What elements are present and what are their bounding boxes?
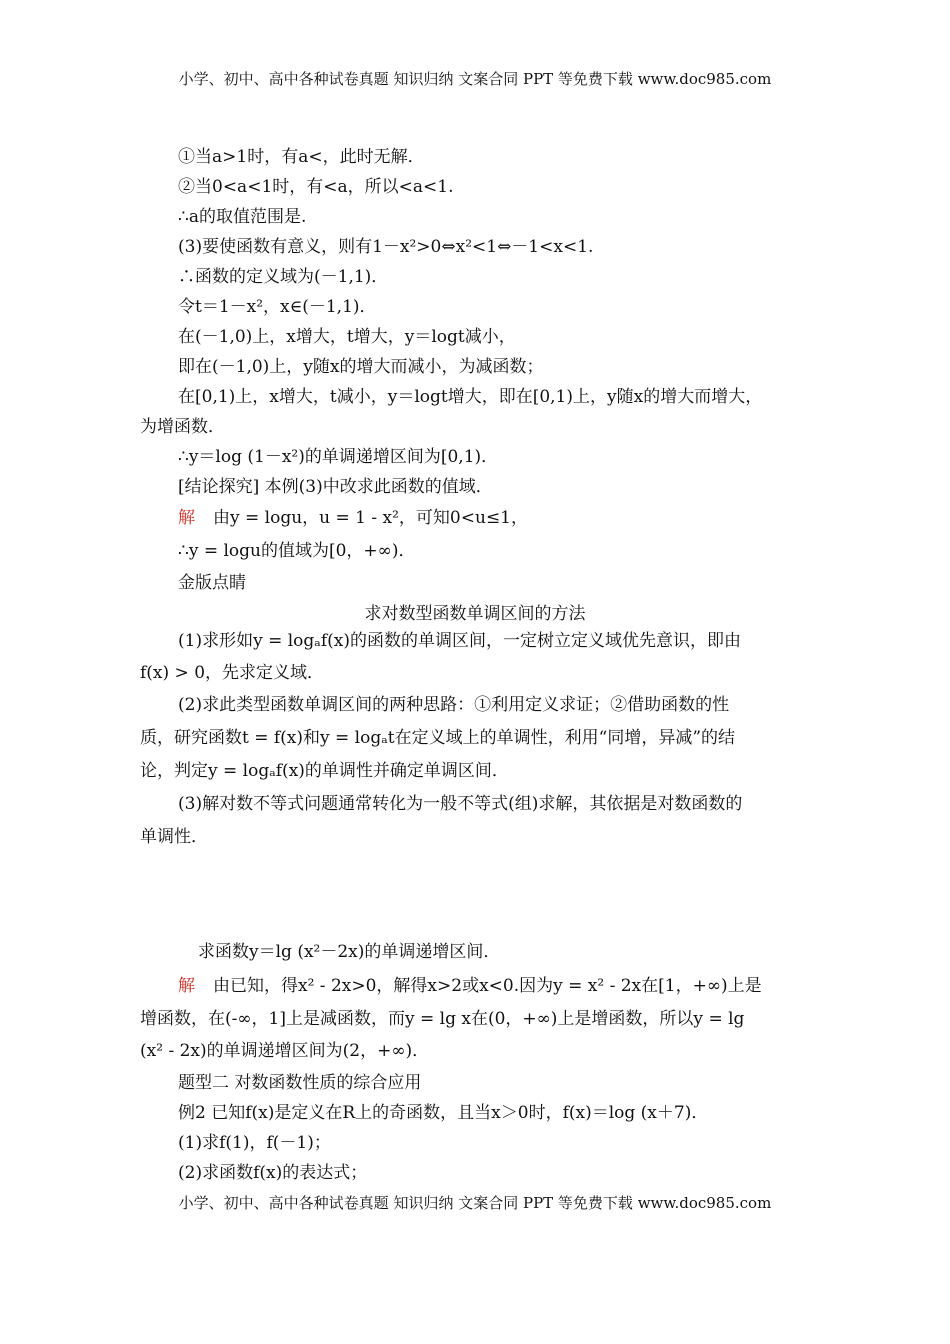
text-line: (2)求函数f(x)的表达式； <box>178 1163 368 1183</box>
text-line: (3)解对数不等式问题通常转化为一般不等式(组)求解，其依据是对数函数的 <box>178 794 743 814</box>
text-line: (1)求f(1)，f(－1)； <box>178 1133 331 1153</box>
text-line: 为增函数． <box>140 417 225 437</box>
text-line: f(x) > 0，先求定义域． <box>140 663 325 683</box>
solution-text: 由y = logu，u = 1 - x²，可知0<u≤1， <box>213 508 528 528</box>
exercise-line: 求函数y＝lg (x²－2x)的单调递增区间． <box>198 942 501 962</box>
page-header: 小学、初中、高中各种试卷真题 知识归纳 文案合同 PPT 等免费下载 www.doc985.com <box>178 70 772 88</box>
text-line: [结论探究] 本例(3)中改求此函数的值域． <box>178 477 493 497</box>
text-line: 增函数，在(-∞，1]上是减函数，而y = lg x在(0，+∞)上是增函数，所以y = lg <box>140 1009 745 1029</box>
text-line: 令t＝1－x²，x∈(－1,1)． <box>178 297 377 317</box>
text-line: 即在(－1,0)上，y随x的增大而减小，为减函数； <box>178 357 544 377</box>
solution-label: 解 <box>178 508 195 528</box>
section-heading: 求对数型函数单调区间的方法 <box>364 604 586 624</box>
text-line: 在(－1,0)上，x增大，t增大，y＝logt减小， <box>178 327 516 347</box>
solution-line <box>178 507 528 529</box>
text-line: (2)求此类型函数单调区间的两种思路：①利用定义求证；②借助函数的性 <box>178 695 730 715</box>
text-line: ∴函数的定义域为(－1,1)． <box>178 267 389 287</box>
text-line: 在[0,1)上，x增大，t减小，y＝logt增大，即在[0,1)上，y随x的增大而增大， <box>178 387 763 407</box>
text-line: ②当0<a<1时，有<a，所以<a<1. <box>178 177 454 197</box>
solution-line <box>178 975 762 997</box>
solution-label: 解 <box>178 976 195 996</box>
text-line: (x² - 2x)的单调递增区间为(2，+∞)． <box>140 1041 430 1061</box>
text-line: ∴y＝log (1－x²)的单调递增区间为[0,1)． <box>178 447 499 467</box>
text-line: (3)要使函数有意义，则有1－x²>0⇔x²<1⇔－1<x<1. <box>178 237 594 257</box>
page-footer: 小学、初中、高中各种试卷真题 知识归纳 文案合同 PPT 等免费下载 www.doc985.com <box>178 1194 772 1212</box>
solution-text: 由已知，得x² - 2x>0，解得x>2或x<0.因为y = x² - 2x在[1，+∞)上是 <box>213 976 762 996</box>
section-label: 题型二 对数函数性质的综合应用 <box>178 1073 422 1093</box>
text-line: 质，研究函数t = f(x)和y = logₐt在定义域上的单调性，利用“同增，异减”的结 <box>140 728 736 748</box>
text-line: ①当a>1时，有a<，此时无解． <box>178 147 425 167</box>
text-line: 单调性． <box>140 827 208 847</box>
text-line: (1)求形如y = logₐf(x)的函数的单调区间，一定树立定义域优先意识，即由 <box>178 631 741 651</box>
text-line: ∴y = logu的值域为[0，+∞)． <box>178 541 416 561</box>
example-line: 例2 已知f(x)是定义在R上的奇函数，且当x＞0时，f(x)＝log (x＋7)． <box>178 1103 709 1123</box>
text-line: 论，判定y = logₐf(x)的单调性并确定单调区间． <box>140 761 509 781</box>
text-line: ∴a的取值范围是. <box>178 207 307 227</box>
section-label: 金版点睛 <box>178 573 246 593</box>
